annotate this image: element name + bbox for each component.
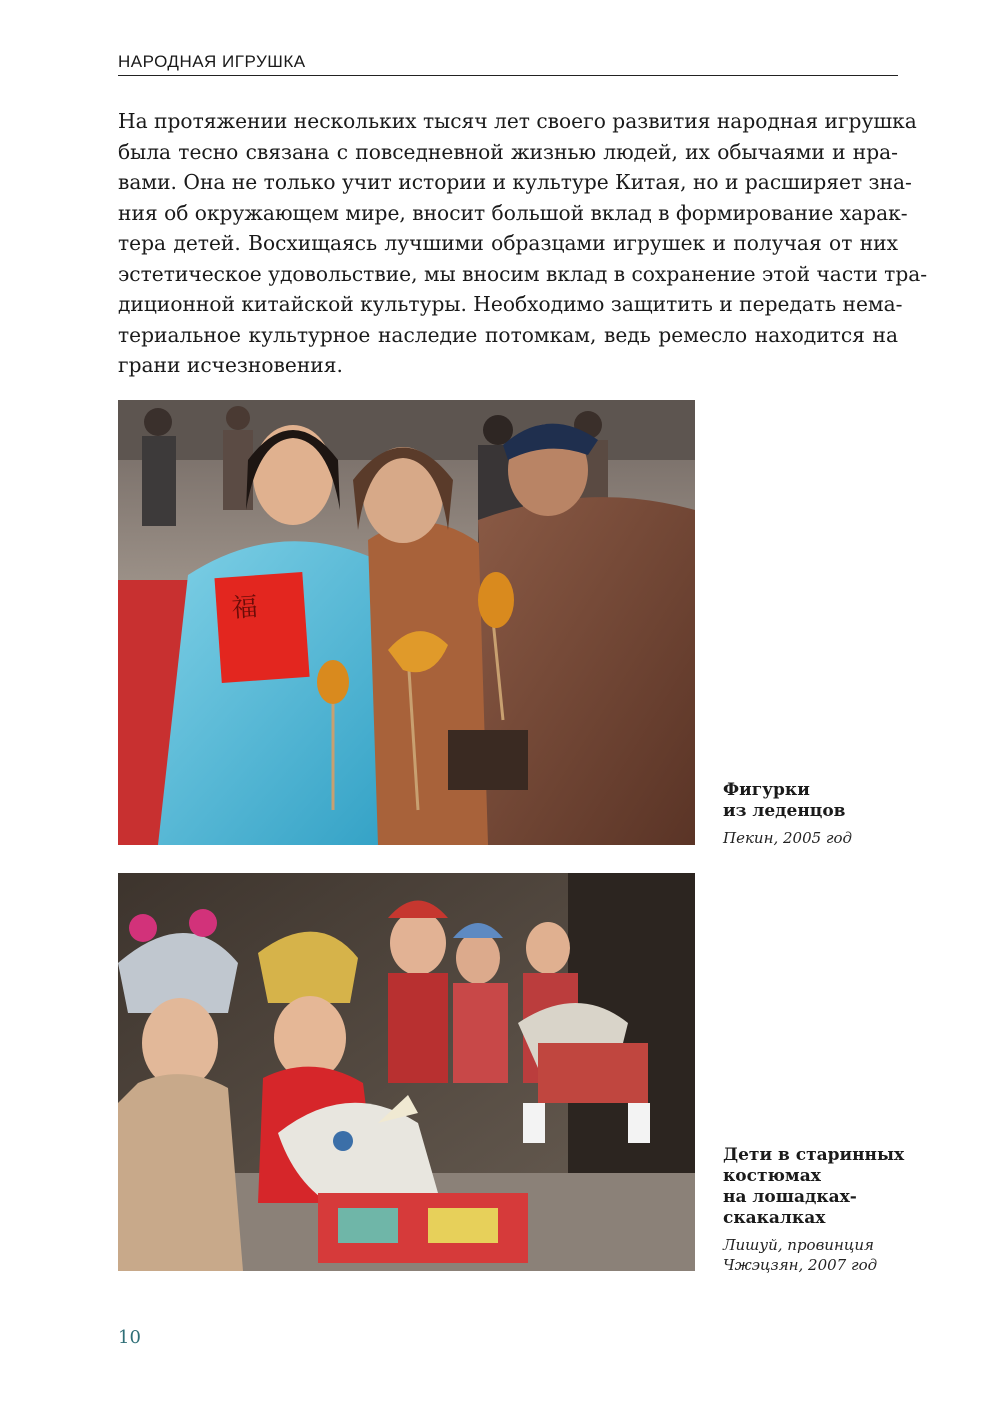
body-line: была тесно связана с повседневной жизнью людей, их обычаями и нра-	[118, 139, 898, 164]
body-line: териальное культурное наследие потомкам, ведь ремесло находится на	[118, 322, 898, 347]
page-number: 10	[118, 1327, 141, 1348]
header-rule	[118, 75, 898, 76]
caption-title: Дети в старинных костюмах на лошадках- скакалках	[723, 1145, 905, 1228]
running-header: НАРОДНАЯ ИГРУШКА	[118, 52, 306, 71]
body-line: диционной китайской культуры. Необходимо защитить и передать нема-	[118, 292, 903, 316]
photo-candy-figurines	[118, 400, 695, 845]
caption-figure-1	[723, 780, 923, 848]
body-line: На протяжении нескольких тысяч лет своего развития народная игрушка	[118, 109, 917, 133]
caption-place-date: Лишуй, провинция Чжэцзян, 2007 год	[723, 1236, 878, 1274]
body-line: эстетическое удовольствие, мы вносим вклад в сохранение этой части тра-	[118, 261, 928, 286]
body-paragraph	[118, 106, 928, 381]
caption-figure-2	[723, 1145, 923, 1275]
body-line: вами. Она не только учит истории и культуре Китая, но и расширяет зна-	[118, 170, 912, 194]
body-line: ния об окружающем мире, вносит большой вклад в формирование харак-	[118, 200, 908, 225]
body-line: грани исчезновения.	[118, 353, 343, 377]
svg-text:福: 福	[230, 592, 259, 625]
caption-place-date: Пекин, 2005 год	[723, 829, 853, 847]
caption-title: Фигурки из леденцов	[723, 780, 846, 821]
photo-children-hobby-horses	[118, 873, 695, 1271]
body-line: тера детей. Восхищаясь лучшими образцами игрушек и получая от них	[118, 231, 898, 255]
